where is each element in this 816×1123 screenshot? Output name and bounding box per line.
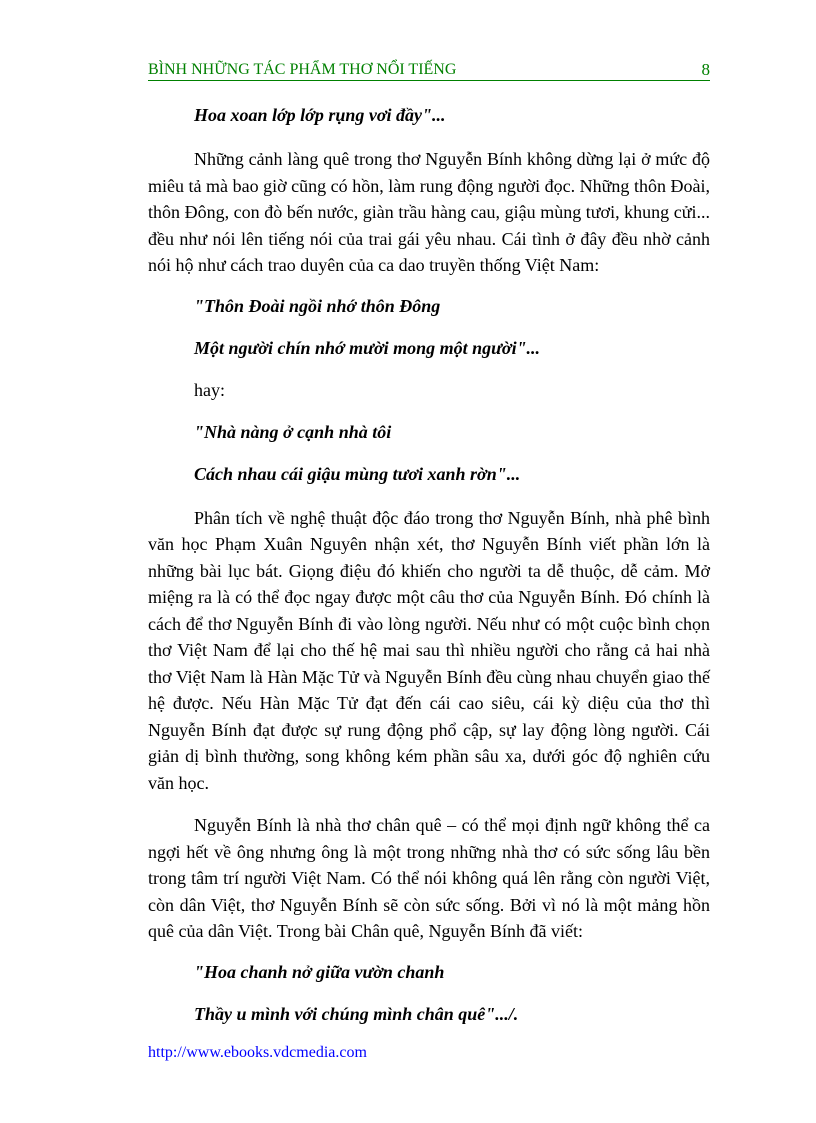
page-header: [148, 60, 710, 81]
verse-line: Cách nhau cái giậu mùng tươi xanh rờn"...: [194, 463, 521, 484]
verse-line: "Thôn Đoài ngồi nhớ thôn Đông: [194, 295, 441, 316]
paragraph: Những cảnh làng quê trong thơ Nguyễn Bính không dừng lại ở mức độ miêu tả mà bao giờ cũng có hồn, làm rung động người đọc. Những thôn Đoài, thôn Đông, con đò bến nước, giàn trầu hàng cau, giậu mùng tươi, khung cửi... đều như nói lên tiếng nói của trai gái yêu nhau. Cái tình ở đây đều nhờ cảnh nói hộ như cách trao duyên của ca dao truyền thống Việt Nam:: [148, 149, 710, 275]
verse-line: Hoa xoan lớp lớp rụng vơi đầy"...: [194, 105, 446, 125]
verse-line: Một người chín nhớ mười mong một người"...: [194, 337, 541, 358]
page-content: [148, 104, 710, 1045]
connector-text: hay:: [194, 379, 225, 400]
verse-line: Thầy u mình với chúng mình chân quê".../.: [194, 1003, 519, 1024]
header-title: BÌNH NHỮNG TÁC PHẨM THƠ NỔI TIẾNG: [148, 61, 457, 78]
page-number: 8: [701, 60, 710, 79]
verse-line: "Nhà nàng ở cạnh nhà tôi: [194, 421, 392, 442]
footer-link[interactable]: http://www.ebooks.vdcmedia.com: [148, 1044, 367, 1061]
paragraph: Nguyễn Bính là nhà thơ chân quê – có thể mọi định ngữ không thể ca ngợi hết về ông nhưng ông là một trong những nhà thơ có sức sống lâu bền trong tâm trí người Việt Nam. Có thể nói không quá lên rằng còn người Việt, còn dân Việt, thơ Nguyễn Bính sẽ còn sức sống. Bởi vì nó là một mảng hồn quê của dân Việt. Trong bài Chân quê, Nguyễn Bính đã viết:: [148, 815, 710, 941]
verse-line: "Hoa chanh nở giữa vườn chanh: [194, 961, 445, 982]
paragraph: Phân tích về nghệ thuật độc đáo trong thơ Nguyễn Bính, nhà phê bình văn học Phạm Xuân Nguyên nhận xét, thơ Nguyễn Bính viết phần lớn là những bài lục bát. Giọng điệu đó khiến cho người ta dễ thuộc, dễ cảm. Mở miệng ra là có thể đọc ngay được một câu thơ của Nguyễn Bính. Đó chính là cách để thơ Nguyễn Bính đi vào lòng người. Nếu như có một cuộc bình chọn thơ Việt Nam để lại cho thế hệ mai sau thì nhiều người cho rằng cả hai nhà thơ Việt Nam là Hàn Mặc Tử và Nguyễn Bính đều cùng nhau chuyển giao thế hệ được. Nếu Hàn Mặc Tử đạt đến cái cao siêu, cái kỳ diệu của thơ thì Nguyễn Bính đạt được sự rung động phổ cập, sự lay động lòng người. Cái giản dị bình thường, song không kém phần sâu xa, dưới góc độ nghiên cứu văn học.: [148, 507, 710, 793]
